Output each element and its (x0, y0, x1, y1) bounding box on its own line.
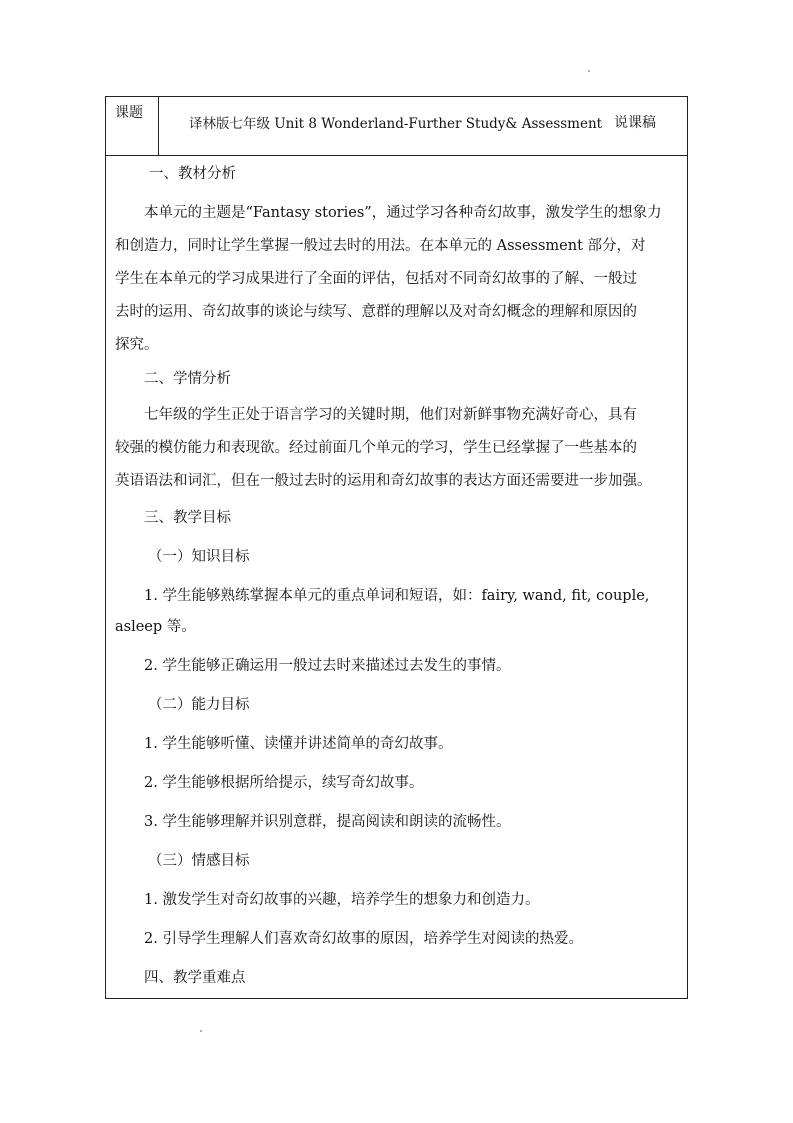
list-item: 2. 学生能够根据所给提示，续写奇幻故事。 (144, 775, 424, 791)
list-item-line: 1. 学生能够熟练掌握本单元的重点单词和短语，如：fairy, wand, fit, couple, (144, 588, 650, 604)
paragraph-line: 探究。 (115, 337, 159, 353)
paragraph-line: 七年级的学生正处于语言学习的关键时期，他们对新鲜事物充满好奇心，具有 (144, 407, 637, 423)
lesson-plan-table (105, 96, 688, 999)
paragraph-line: 较强的模仿能力和表现欲。经过前面几个单元的学习，学生已经掌握了一些基本的 (115, 440, 637, 456)
document-type: 说课稿 (614, 115, 656, 131)
header-row (106, 97, 687, 156)
paragraph-line: 学生在本单元的学习成果进行了全面的评估，包括对不同奇幻故事的了解、一般过 (115, 271, 637, 287)
paragraph-line: 英语语法和词汇，但在一般过去时的运用和奇幻故事的表达方面还需要进一步加强。 (115, 473, 652, 489)
header-label: 课题 (115, 105, 143, 121)
list-item: 1. 学生能够听懂、读懂并讲述简单的奇幻故事。 (144, 736, 453, 752)
section-heading-key-points: 四、教学重难点 (144, 970, 246, 986)
list-item: 2. 学生能够正确运用一般过去时来描述过去发生的事情。 (144, 658, 511, 674)
list-item-line: asleep 等。 (115, 619, 196, 635)
paragraph-line: 和创造力，同时让学生掌握一般过去时的用法。在本单元的 Assessment 部分，对 (115, 238, 646, 254)
subheading-emotion: （三）情感目标 (148, 853, 250, 869)
header-label-cell (106, 97, 159, 155)
page-speck-bottom (200, 1030, 202, 1032)
paragraph-line: 去时的运用、奇幻故事的谈论与续写、意群的理解以及对奇幻概念的理解和原因的 (115, 304, 637, 320)
page-speck-top (588, 70, 590, 72)
list-item: 2. 引导学生理解人们喜欢奇幻故事的原因，培养学生对阅读的热爱。 (144, 931, 583, 947)
section-heading-learners: 二、学情分析 (144, 371, 231, 387)
list-item: 3. 学生能够理解并识别意群，提高阅读和朗读的流畅性。 (144, 814, 511, 830)
paragraph-line: 本单元的主题是“Fantasy stories”，通过学习各种奇幻故事，激发学生的想象力 (144, 205, 662, 221)
subheading-knowledge: （一）知识目标 (148, 549, 250, 565)
list-item: 1. 激发学生对奇幻故事的兴趣，培养学生的想象力和创造力。 (144, 892, 540, 908)
subheading-ability: （二）能力目标 (148, 697, 250, 713)
section-heading-analysis: 一、教材分析 (149, 166, 236, 182)
section-heading-objectives: 三、教学目标 (144, 510, 231, 526)
content-cell (106, 156, 687, 998)
document-title: 译林版七年级 Unit 8 Wonderland-Further Study& Assessment (189, 116, 603, 132)
